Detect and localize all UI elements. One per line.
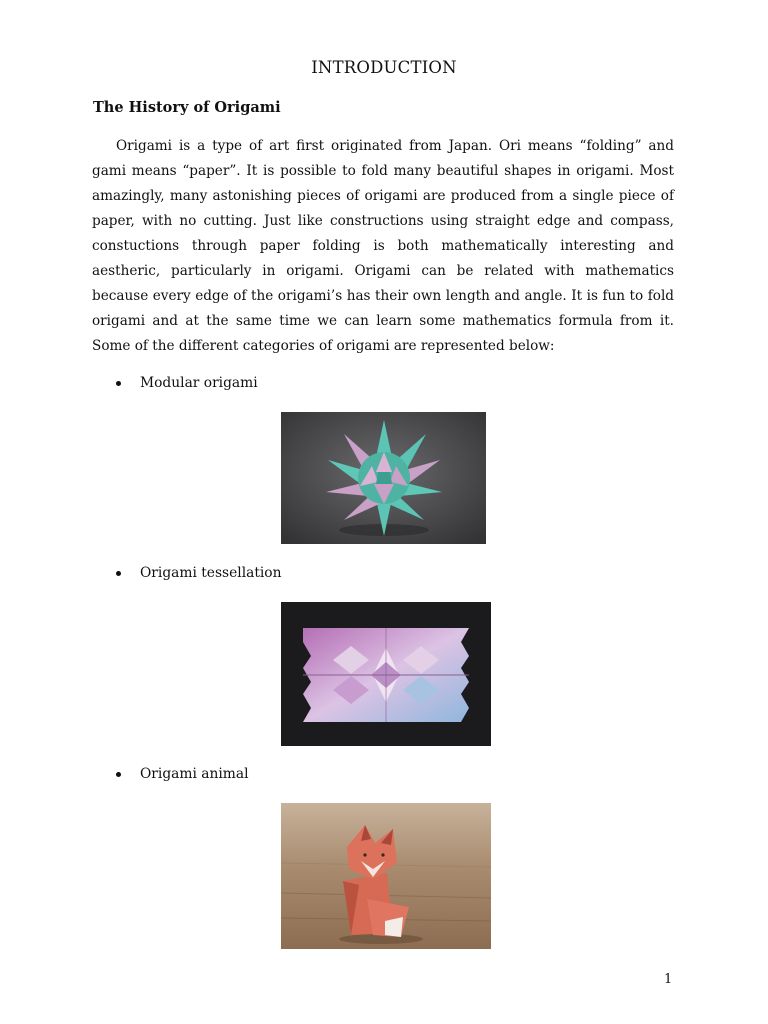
page-title: INTRODUCTION [311, 58, 457, 77]
bullet-label: Origami tessellation [140, 565, 282, 581]
bullet-item-tessellation [116, 565, 282, 581]
modular-origami-image [281, 412, 486, 544]
bullet-item-modular [116, 375, 258, 391]
tessellation-origami-image [281, 602, 491, 746]
bullet-dot [116, 571, 121, 576]
page-number: 1 [664, 972, 673, 987]
bullet-dot [116, 381, 121, 386]
body-paragraph: Origami is a type of art first originated from Japan. Ori means “folding” and gami means “paper”. It is possible to fold many beautiful shapes in origami. Most amazingly, many astonishing pieces of origami are produced from a single piece of paper, with no cutting. Just like constructions using straight edge and compass, constuctions through paper folding is both mathematically interesting and aestheric, particularly in origami. Origami can be related with mathematics because every edge of the origami’s has their own length and angle. It is fun to fold origami and at the same time we can learn some mathematics formula from it. Some of the different categories of origami are represented below: [92, 138, 674, 354]
section-heading: The History of Origami [93, 99, 281, 116]
bullet-label: Origami animal [140, 766, 249, 782]
animal-origami-image [281, 803, 491, 949]
tessellation-origami-photo [281, 602, 491, 746]
modular-origami-photo [281, 412, 486, 544]
animal-origami-photo [281, 803, 491, 949]
bullet-item-animal [116, 766, 249, 782]
bullet-dot [116, 772, 121, 777]
bullet-label: Modular origami [140, 375, 258, 391]
